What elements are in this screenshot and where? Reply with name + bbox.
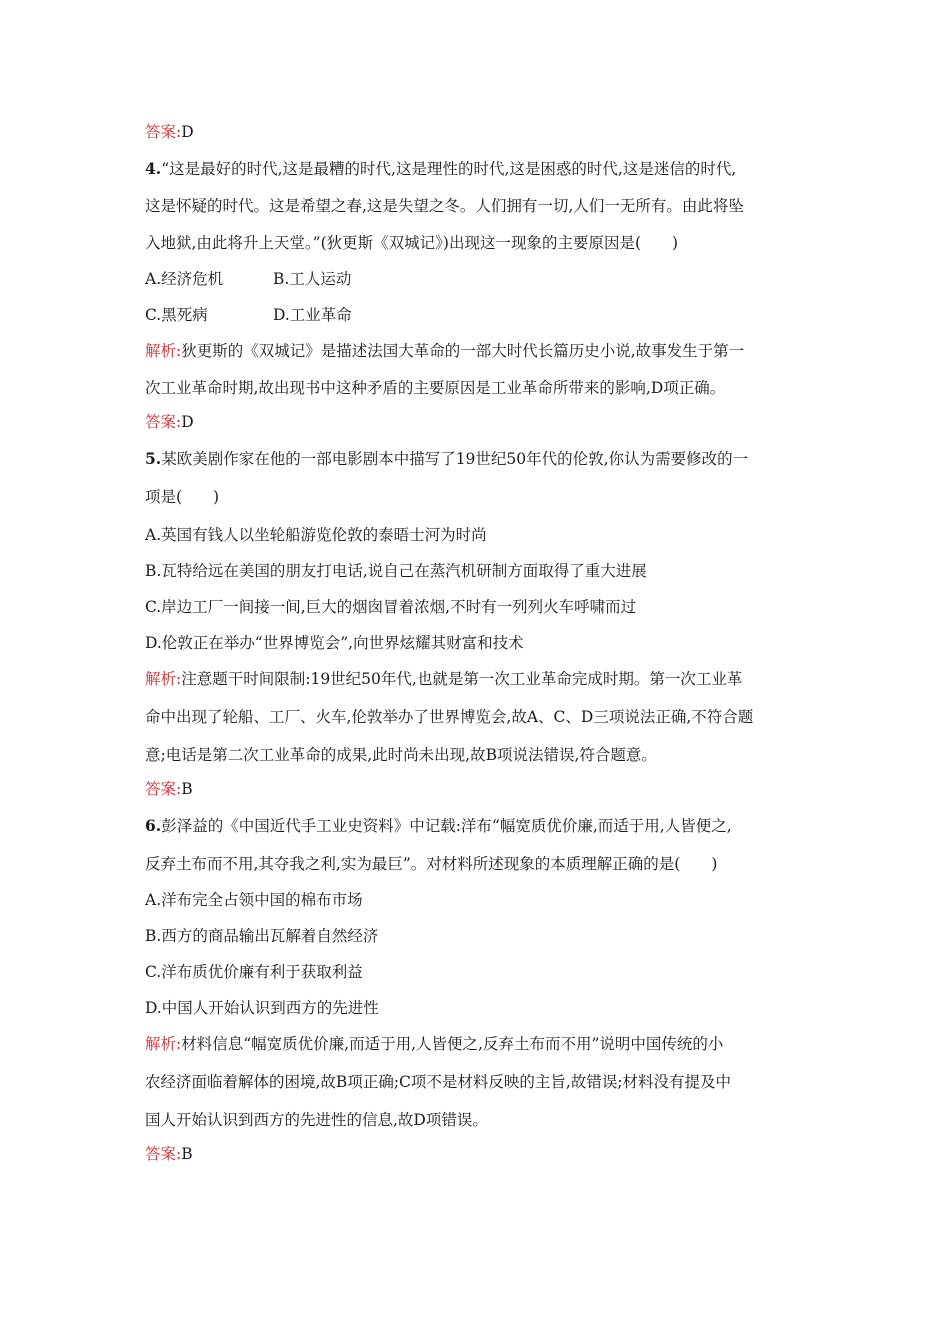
answer-line xyxy=(145,410,805,434)
option-d: D.工业革命 xyxy=(273,306,352,324)
question-6 xyxy=(145,814,805,1166)
document-page xyxy=(145,120,805,1166)
answer-line xyxy=(145,1142,805,1166)
answer-value: D xyxy=(181,123,194,141)
question-number: 6. xyxy=(145,816,162,835)
question-5-line-2: 项是( ) xyxy=(145,488,220,506)
answer-value: D xyxy=(181,413,194,431)
answer-value: B xyxy=(181,1145,193,1163)
option-d: D.中国人开始认识到西方的先进性 xyxy=(145,999,379,1017)
analysis-line-3: 意;电话是第二次工业革命的成果,此时尚未出现,故B项说法错误,符合题意。 xyxy=(145,746,657,764)
analysis-line-1: 解析:材料信息“幅宽质优价廉,而适于用,人皆便之,反弃土布而不用”说明中国传统的小 xyxy=(145,1035,724,1053)
question-4-line-3: 入地狱,由此将升上天堂。”(狄更斯《双城记》)出现这一现象的主要原因是( ) xyxy=(145,234,679,252)
question-4-line-1: 4.“这是最好的时代,这是最糟的时代,这是理性的时代,这是困惑的时代,这是迷信的时代, xyxy=(145,159,737,178)
question-5 xyxy=(145,447,805,801)
option-d: D.伦敦正在举办“世界博览会”,向世界炫耀其财富和技术 xyxy=(145,634,524,652)
option-a: A.英国有钱人以坐轮船游览伦敦的泰晤士河为时尚 xyxy=(145,526,487,544)
option-b: B.西方的商品输出瓦解着自然经济 xyxy=(145,927,379,945)
option-c: C.黑死病 xyxy=(145,306,208,324)
option-a: A.洋布完全占领中国的棉布市场 xyxy=(145,891,363,909)
analysis-line-2: 农经济面临着解体的困境,故B项正确;C项不是材料反映的主旨,故错误;材料没有提及中 xyxy=(145,1073,732,1091)
option-a: A.经济危机 xyxy=(145,270,224,288)
option-c: C.洋布质优价廉有利于获取利益 xyxy=(145,963,363,981)
question-5-line-1: 5.某欧美剧作家在他的一部电影剧本中描写了19世纪50年代的伦敦,你认为需要修改的一 xyxy=(145,449,749,468)
question-4-line-2: 这是怀疑的时代。这是希望之春,这是失望之冬。人们拥有一切,人们一无所有。由此将坠 xyxy=(145,197,744,215)
answer-label: 答案: xyxy=(145,413,182,431)
answer-label: 答案: xyxy=(145,123,182,141)
analysis-label: 解析: xyxy=(145,1035,182,1053)
option-b: B.瓦特给远在美国的朋友打电话,说自己在蒸汽机研制方面取得了重大进展 xyxy=(145,562,647,580)
options-row-1 xyxy=(145,267,805,291)
analysis-line-2: 次工业革命时期,故出现书中这种矛盾的主要原因是工业革命所带来的影响,D项正确。 xyxy=(145,379,726,397)
question-number: 5. xyxy=(145,449,162,468)
analysis-line-2: 命中出现了轮船、工厂、火车,伦敦举办了世界博览会,故A、C、D三项说法正确,不符合题 xyxy=(145,708,754,726)
answer-label: 答案: xyxy=(145,1145,182,1163)
answer-line-prev xyxy=(145,120,805,144)
question-4 xyxy=(145,157,805,434)
answer-label: 答案: xyxy=(145,780,182,798)
answer-line xyxy=(145,777,805,801)
analysis-line-1: 解析:注意题干时间限制:19世纪50年代,也就是第一次工业革命完成时期。第一次工业革 xyxy=(145,670,743,688)
analysis-line-3: 国人开始认识到西方的先进性的信息,故D项错误。 xyxy=(145,1111,488,1129)
options-row-2 xyxy=(145,303,805,327)
option-b: B.工人运动 xyxy=(273,270,352,288)
analysis-line-1: 解析:狄更斯的《双城记》是描述法国大革命的一部大时代长篇历史小说,故事发生于第一 xyxy=(145,342,745,360)
question-number: 4. xyxy=(145,159,162,178)
option-c: C.岸边工厂一间接一间,巨大的烟囱冒着浓烟,不时有一列列火车呼啸而过 xyxy=(145,598,637,616)
analysis-label: 解析: xyxy=(145,342,182,360)
question-6-line-1: 6.彭泽益的《中国近代手工业史资料》中记载:洋布“幅宽质优价廉,而适于用,人皆便之, xyxy=(145,816,732,835)
answer-value: B xyxy=(181,780,193,798)
analysis-label: 解析: xyxy=(145,670,182,688)
question-6-line-2: 反弃土布而不用,其夺我之利,实为最巨”。对材料所述现象的本质理解正确的是( ) xyxy=(145,855,718,873)
